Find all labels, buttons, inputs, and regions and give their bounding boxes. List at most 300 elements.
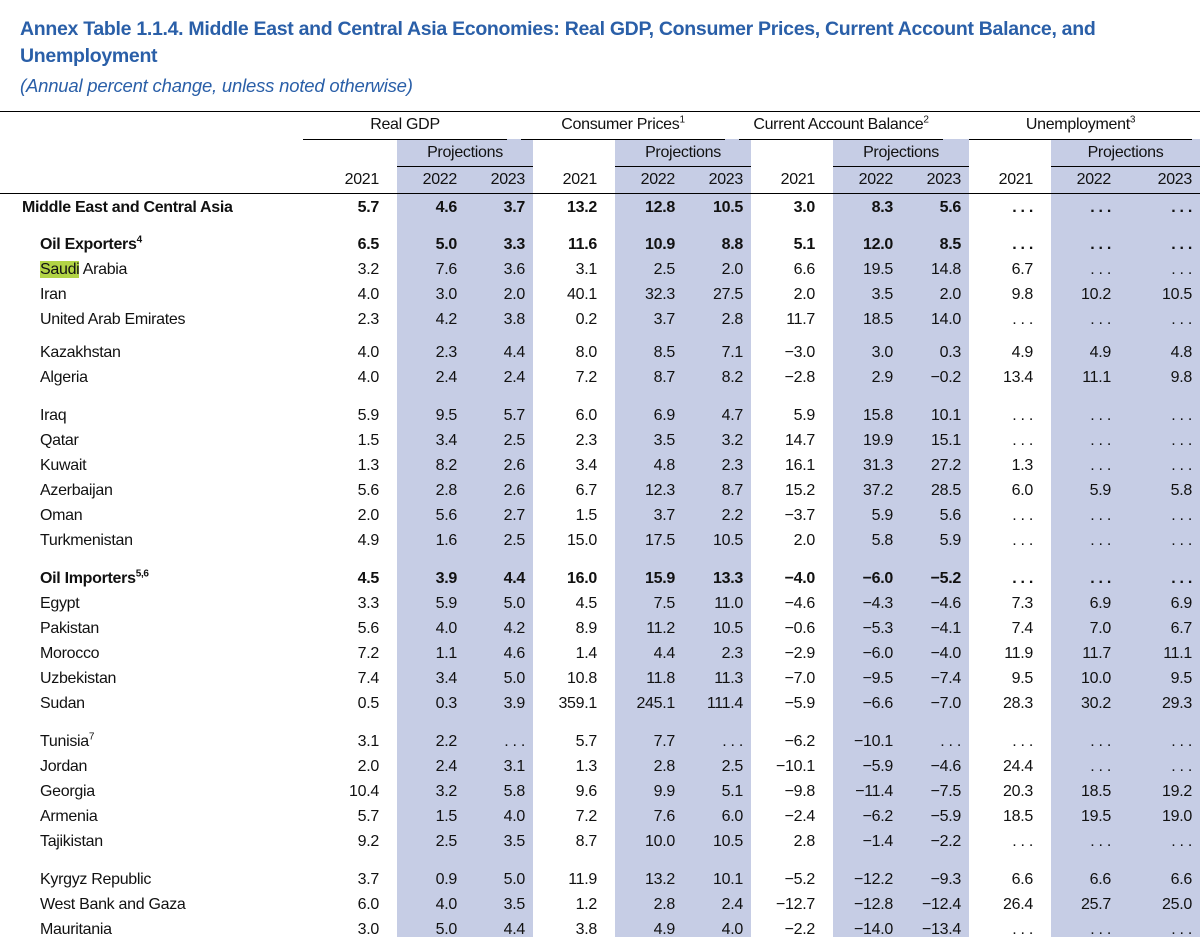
value-cell: . . . [1090, 199, 1111, 216]
footnote-marker: 7 [88, 731, 95, 743]
value-cell: 19.0 [1162, 808, 1192, 825]
value-cell: −3.7 [784, 507, 815, 524]
value-cell: 2.3 [721, 645, 743, 662]
value-cell: . . . [1171, 758, 1192, 775]
value-cell: 28.3 [1003, 695, 1033, 712]
value-cell: −10.1 [854, 733, 893, 750]
row-label: Kuwait [40, 457, 87, 474]
value-cell: 2.8 [721, 311, 743, 328]
value-cell: 13.2 [567, 199, 597, 216]
table-row [0, 729, 1200, 754]
value-cell: 10.1 [713, 871, 743, 888]
value-cell: 12.3 [645, 482, 675, 499]
group-title-row [0, 112, 1200, 140]
value-cell: 3.9 [503, 695, 525, 712]
row-label: Oman [40, 507, 83, 524]
value-cell: 8.7 [575, 833, 597, 850]
value-cell: 11.1 [1082, 369, 1111, 386]
value-cell: 5.6 [939, 507, 961, 524]
value-cell: 3.7 [653, 507, 675, 524]
value-cell: 4.4 [503, 921, 525, 937]
value-cell: −11.4 [855, 783, 893, 800]
value-cell: 8.7 [721, 482, 743, 499]
value-cell: 7.6 [435, 261, 457, 278]
value-cell: 6.0 [1011, 482, 1033, 499]
value-cell: 37.2 [863, 482, 893, 499]
row-label: Egypt [40, 595, 80, 612]
value-cell: 3.0 [435, 286, 457, 303]
value-cell: . . . [1171, 311, 1192, 328]
value-cell: . . . [722, 733, 743, 750]
value-cell: . . . [1171, 833, 1192, 850]
year-header: 2021 [344, 171, 379, 188]
value-cell: −2.2 [930, 833, 961, 850]
value-cell: . . . [1090, 407, 1111, 424]
projections-header: Projections [1051, 140, 1200, 167]
value-cell: 4.0 [357, 286, 379, 303]
value-cell: 4.0 [435, 896, 457, 913]
value-cell: 9.9 [653, 783, 675, 800]
value-cell: 3.2 [721, 432, 743, 449]
value-cell: 2.0 [503, 286, 525, 303]
value-cell: 245.1 [636, 695, 675, 712]
value-cell: 6.9 [1170, 595, 1192, 612]
value-cell: −9.3 [930, 871, 961, 888]
row-label: Oil Importers$^{5,6}$ [40, 568, 149, 587]
value-cell: 3.4 [435, 432, 457, 449]
value-cell: 15.8 [863, 407, 893, 424]
value-cell: . . . [1171, 921, 1192, 937]
value-cell: 5.7 [357, 808, 379, 825]
value-cell: 2.0 [793, 286, 815, 303]
value-cell: 6.6 [1089, 871, 1111, 888]
value-cell: 8.5 [653, 344, 675, 361]
value-cell: 3.5 [503, 896, 525, 913]
value-cell: 3.2 [435, 783, 457, 800]
value-cell: . . . [1012, 236, 1033, 253]
projections-header: Projections [397, 140, 533, 167]
value-cell: −2.8 [784, 369, 815, 386]
value-cell: 5.9 [1089, 482, 1111, 499]
table-row [0, 528, 1200, 553]
value-cell: 8.2 [435, 457, 457, 474]
value-cell: 10.8 [567, 670, 597, 687]
value-cell: 2.3 [357, 311, 379, 328]
value-cell: 6.9 [653, 407, 675, 424]
value-cell: 7.4 [1011, 620, 1033, 637]
value-cell: −2.9 [784, 645, 815, 662]
value-cell: −12.4 [922, 896, 961, 913]
value-cell: 6.0 [575, 407, 597, 424]
year-header-row [0, 167, 1200, 194]
value-cell: −5.3 [862, 620, 893, 637]
value-cell: 5.9 [435, 595, 457, 612]
value-cell: . . . [1090, 236, 1111, 253]
value-cell: 10.4 [349, 783, 379, 800]
value-cell: 4.5 [575, 595, 597, 612]
value-cell: −14.0 [854, 921, 893, 937]
value-cell: 7.7 [653, 733, 675, 750]
value-cell: 5.0 [435, 236, 457, 253]
value-cell: 27.5 [713, 286, 743, 303]
value-cell: 6.0 [357, 896, 379, 913]
value-cell: 8.9 [575, 620, 597, 637]
value-cell: 10.5 [713, 199, 743, 216]
value-cell: 18.5 [863, 311, 893, 328]
value-cell: 11.9 [568, 871, 597, 888]
value-cell: 2.0 [357, 507, 379, 524]
value-cell: 3.8 [503, 311, 525, 328]
year-header: 2023 [465, 167, 533, 194]
value-cell: . . . [1090, 733, 1111, 750]
value-cell: 10.5 [713, 833, 743, 850]
value-cell: 25.7 [1081, 896, 1111, 913]
value-cell: −5.9 [862, 758, 893, 775]
value-cell: 3.6 [503, 261, 525, 278]
value-cell: 5.1 [793, 236, 815, 253]
value-cell: 1.4 [575, 645, 597, 662]
value-cell: 6.5 [357, 236, 379, 253]
value-cell: 4.4 [503, 570, 525, 587]
value-cell: . . . [1012, 507, 1033, 524]
value-cell: 3.0 [357, 921, 379, 937]
value-cell: 8.0 [575, 344, 597, 361]
row-label: Sudan [40, 695, 85, 712]
value-cell: 7.3 [1011, 595, 1033, 612]
value-cell: 4.8 [1170, 344, 1192, 361]
value-cell: 4.7 [721, 407, 743, 424]
value-cell: 6.0 [721, 808, 743, 825]
row-label: Jordan [40, 758, 88, 775]
value-cell: 7.2 [357, 645, 379, 662]
value-cell: 5.8 [503, 783, 525, 800]
projections-label-row [0, 140, 1200, 167]
value-cell: 2.0 [357, 758, 379, 775]
value-cell: 0.2 [575, 311, 597, 328]
value-cell: 4.6 [435, 199, 457, 216]
value-cell: 10.0 [1081, 670, 1111, 687]
value-cell: 8.7 [653, 369, 675, 386]
value-cell: 8.5 [939, 236, 961, 253]
value-cell: −9.5 [862, 670, 893, 687]
row-label: Qatar [40, 432, 79, 449]
value-cell: 2.5 [653, 261, 675, 278]
value-cell: . . . [1090, 507, 1111, 524]
value-cell: 4.2 [503, 620, 525, 637]
value-cell: −6.2 [784, 733, 815, 750]
footnote-marker: 1 [679, 114, 685, 126]
value-cell: . . . [1171, 570, 1192, 587]
value-cell: 3.3 [503, 236, 525, 253]
table-row [0, 503, 1200, 528]
annex-table [0, 111, 1200, 937]
table-row [0, 754, 1200, 779]
value-cell: −6.0 [862, 645, 893, 662]
value-cell: . . . [1090, 261, 1111, 278]
value-cell: . . . [1090, 833, 1111, 850]
page-subtitle: (Annual percent change, unless noted otherwise) [20, 75, 413, 96]
value-cell: 4.0 [435, 620, 457, 637]
value-cell: 5.8 [1170, 482, 1192, 499]
search-highlight: Saudi [40, 261, 80, 278]
value-cell: 2.5 [503, 432, 525, 449]
value-cell: 2.4 [435, 758, 457, 775]
value-cell: 9.8 [1170, 369, 1192, 386]
value-cell: 4.2 [435, 311, 457, 328]
table-row [0, 616, 1200, 641]
value-cell: 3.9 [435, 570, 457, 587]
value-cell: −12.8 [854, 896, 893, 913]
value-cell: 26.4 [1003, 896, 1033, 913]
value-cell: −6.2 [862, 808, 893, 825]
row-label: Oil Exporters$^4$ [40, 234, 142, 253]
value-cell: 2.9 [871, 369, 893, 386]
value-cell: 12.8 [645, 199, 675, 216]
value-cell: . . . [1090, 921, 1111, 937]
row-label: Uzbekistan [40, 670, 117, 687]
value-cell: 7.5 [653, 595, 675, 612]
value-cell: 3.5 [653, 432, 675, 449]
value-cell: −4.0 [784, 570, 815, 587]
value-cell: −4.0 [930, 645, 961, 662]
value-cell: 5.7 [575, 733, 597, 750]
value-cell: 9.5 [1170, 670, 1192, 687]
value-cell: 5.0 [435, 921, 457, 937]
value-cell: . . . [1012, 407, 1033, 424]
value-cell: −9.8 [784, 783, 815, 800]
value-cell: −5.2 [784, 871, 815, 888]
table-row [0, 478, 1200, 503]
value-cell: 2.8 [653, 896, 675, 913]
row-label: Iran [40, 286, 67, 303]
value-cell: 15.2 [785, 482, 815, 499]
year-header: 2022 [615, 167, 683, 194]
value-cell: 5.9 [357, 407, 379, 424]
value-cell: 10.0 [645, 833, 675, 850]
value-cell: 30.2 [1081, 695, 1111, 712]
value-cell: 6.6 [1170, 871, 1192, 888]
value-cell: 2.7 [503, 507, 525, 524]
value-cell: 2.4 [503, 369, 525, 386]
table-row [0, 365, 1200, 390]
value-cell: −5.2 [930, 570, 961, 587]
value-cell: 2.0 [939, 286, 961, 303]
value-cell: 2.5 [721, 758, 743, 775]
value-cell: 3.2 [357, 261, 379, 278]
value-cell: . . . [1012, 199, 1033, 216]
table-row [0, 591, 1200, 616]
row-label: Saudi Arabia [40, 261, 128, 278]
value-cell: 2.4 [721, 896, 743, 913]
row-label: Azerbaijan [40, 482, 113, 499]
value-cell: . . . [1171, 733, 1192, 750]
value-cell: −7.5 [930, 783, 961, 800]
value-cell: 3.8 [575, 921, 597, 937]
value-cell: . . . [1171, 261, 1192, 278]
value-cell: 3.1 [503, 758, 525, 775]
projections-header: Projections [833, 140, 969, 167]
value-cell: 5.6 [357, 620, 379, 637]
value-cell: 11.7 [1082, 645, 1111, 662]
value-cell: . . . [1012, 833, 1033, 850]
value-cell: 4.0 [357, 344, 379, 361]
value-cell: . . . [1012, 532, 1033, 549]
value-cell: 7.2 [575, 808, 597, 825]
value-cell: 0.3 [435, 695, 457, 712]
row-label: Middle East and Central Asia [22, 199, 233, 216]
year-header: 2021 [562, 171, 597, 188]
value-cell: 6.6 [1011, 871, 1033, 888]
value-cell: 2.3 [721, 457, 743, 474]
row-label: Tajikistan [40, 833, 103, 850]
table-row [0, 403, 1200, 428]
value-cell: 4.6 [503, 645, 525, 662]
value-cell: −5.9 [784, 695, 815, 712]
value-cell: 27.2 [931, 457, 961, 474]
value-cell: 5.6 [939, 199, 961, 216]
value-cell: 11.7 [786, 311, 815, 328]
value-cell: 10.9 [645, 236, 675, 253]
value-cell: 17.5 [645, 532, 675, 549]
value-cell: −7.0 [930, 695, 961, 712]
year-header: 2023 [1119, 167, 1200, 194]
value-cell: 7.1 [721, 344, 743, 361]
value-cell: 19.5 [1081, 808, 1111, 825]
row-label: Mauritania [40, 921, 112, 937]
value-cell: 16.1 [785, 457, 815, 474]
value-cell: 11.1 [1163, 645, 1192, 662]
value-cell: 5.0 [503, 595, 525, 612]
value-cell: . . . [1012, 733, 1033, 750]
table-row [0, 917, 1200, 937]
value-cell: 2.0 [721, 261, 743, 278]
table-row [0, 641, 1200, 666]
value-cell: 3.3 [357, 595, 379, 612]
value-cell: 9.5 [1011, 670, 1033, 687]
group-header-consumer-prices: Consumer Prices$^1$ [521, 112, 725, 140]
projections-header: Projections [615, 140, 751, 167]
value-cell: 6.7 [1170, 620, 1192, 637]
value-cell: 6.7 [1011, 261, 1033, 278]
value-cell: 0.9 [435, 871, 457, 888]
value-cell: −1.4 [862, 833, 893, 850]
year-header: 2023 [901, 167, 969, 194]
value-cell: 4.0 [357, 369, 379, 386]
value-cell: 1.3 [1011, 457, 1033, 474]
value-cell: 4.9 [653, 921, 675, 937]
value-cell: 8.8 [721, 236, 743, 253]
year-header: 2022 [833, 167, 901, 194]
value-cell: . . . [1171, 407, 1192, 424]
row-label: Armenia [40, 808, 98, 825]
table-row [0, 232, 1200, 257]
value-cell: 1.2 [575, 896, 597, 913]
value-cell: . . . [1090, 457, 1111, 474]
value-cell: 1.6 [435, 532, 457, 549]
group-header-real-gdp: Real GDP [303, 112, 507, 140]
value-cell: 5.6 [435, 507, 457, 524]
value-cell: 9.5 [435, 407, 457, 424]
value-cell: 2.6 [503, 457, 525, 474]
value-cell: 111.4 [706, 695, 743, 712]
table-row [0, 566, 1200, 591]
value-cell: . . . [940, 733, 961, 750]
value-cell: −12.7 [776, 896, 815, 913]
table-row [0, 195, 1200, 220]
value-cell: −2.4 [784, 808, 815, 825]
value-cell: −4.6 [784, 595, 815, 612]
value-cell: 0.3 [939, 344, 961, 361]
value-cell: 5.0 [503, 670, 525, 687]
value-cell: 1.5 [575, 507, 597, 524]
value-cell: 10.1 [931, 407, 961, 424]
value-cell: 15.1 [931, 432, 961, 449]
value-cell: −12.2 [854, 871, 893, 888]
value-cell: 1.5 [357, 432, 379, 449]
value-cell: . . . [1090, 570, 1111, 587]
value-cell: 1.3 [357, 457, 379, 474]
value-cell: 15.0 [567, 532, 597, 549]
value-cell: 9.2 [357, 833, 379, 850]
value-cell: 14.8 [931, 261, 961, 278]
value-cell: 13.4 [1003, 369, 1033, 386]
value-cell: −4.3 [862, 595, 893, 612]
corner-cell [0, 167, 315, 194]
value-cell: . . . [1090, 311, 1111, 328]
value-cell: 4.5 [357, 570, 379, 587]
value-cell: 10.5 [713, 620, 743, 637]
value-cell: 20.3 [1003, 783, 1033, 800]
row-label: Iraq [40, 407, 67, 424]
row-label: Morocco [40, 645, 100, 662]
value-cell: 8.2 [721, 369, 743, 386]
value-cell: 2.8 [435, 482, 457, 499]
table-row [0, 307, 1200, 332]
value-cell: 5.7 [357, 199, 379, 216]
value-cell: 40.1 [567, 286, 597, 303]
value-cell: . . . [1090, 532, 1111, 549]
value-cell: . . . [1090, 432, 1111, 449]
value-cell: 14.7 [785, 432, 815, 449]
value-cell: 2.2 [435, 733, 457, 750]
group-header-unemployment: Unemployment$^3$ [969, 112, 1192, 140]
value-cell: 4.8 [653, 457, 675, 474]
value-cell: 3.5 [503, 833, 525, 850]
value-cell: 19.5 [863, 261, 893, 278]
row-label: Kazakhstan [40, 344, 121, 361]
value-cell: 1.3 [575, 758, 597, 775]
table-row [0, 428, 1200, 453]
row-label: Georgia [40, 783, 95, 800]
value-cell: . . . [1171, 457, 1192, 474]
row-label: Kyrgyz Republic [40, 871, 152, 888]
value-cell: 2.5 [435, 833, 457, 850]
value-cell: 5.9 [939, 532, 961, 549]
table-row [0, 257, 1200, 282]
footnote-marker: 4 [136, 234, 142, 246]
value-cell: 10.5 [713, 532, 743, 549]
value-cell: 1.1 [435, 645, 457, 662]
value-cell: . . . [1171, 532, 1192, 549]
value-cell: 2.8 [793, 833, 815, 850]
value-cell: . . . [1012, 570, 1033, 587]
value-cell: . . . [1012, 921, 1033, 937]
value-cell: 4.9 [1011, 344, 1033, 361]
group-header-current-account: Current Account Balance$^2$ [739, 112, 943, 140]
value-cell: 3.1 [357, 733, 379, 750]
value-cell: 15.9 [645, 570, 675, 587]
table-row [0, 892, 1200, 917]
